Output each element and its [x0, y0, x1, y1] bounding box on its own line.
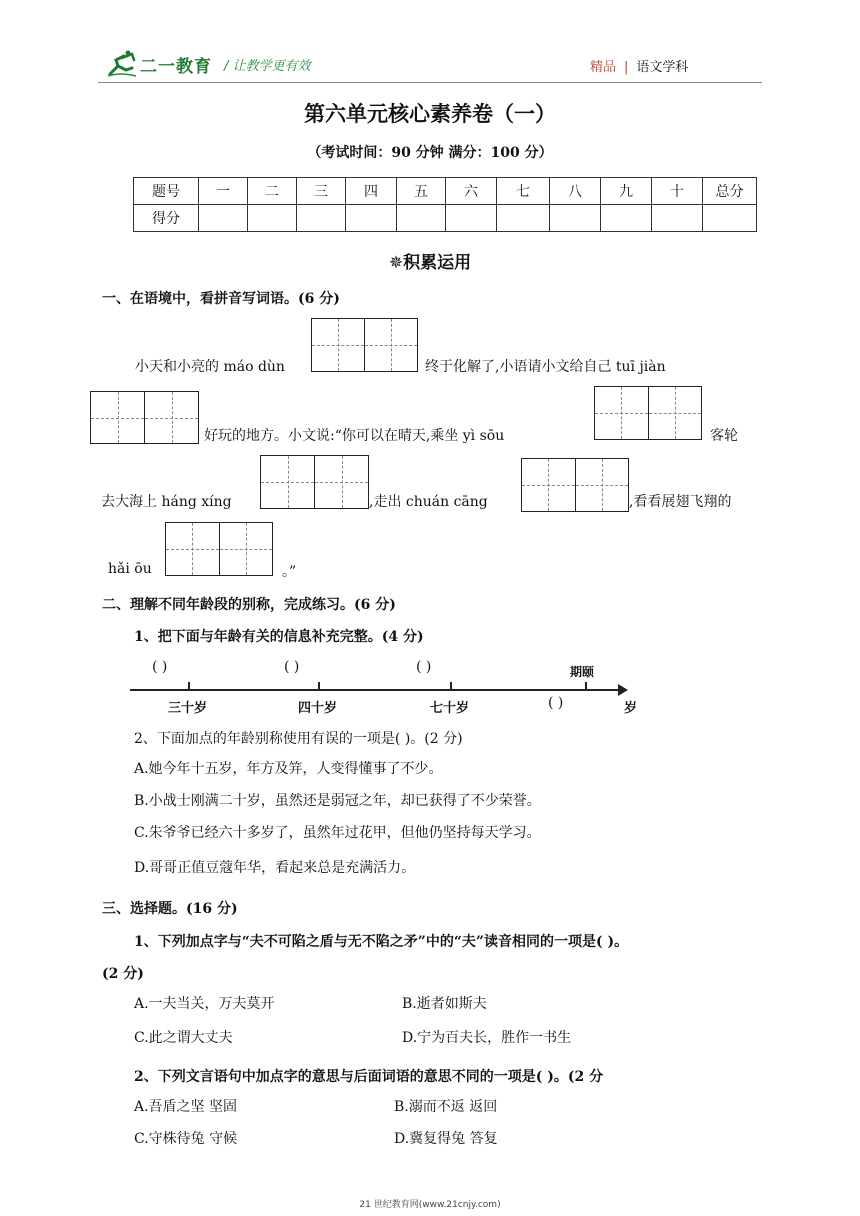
table-cell: 七 — [497, 178, 550, 205]
table-cell: 一 — [199, 178, 248, 205]
table-cell: 二 — [248, 178, 297, 205]
page-footer: 21 世纪教育网(www.21cnjy.com) — [359, 1200, 501, 1210]
exam-info: （考试时间：90 分钟 满分：100 分） — [307, 145, 553, 161]
timeline-tick — [188, 682, 190, 691]
question-3-title: 三、选择题。(16 分) — [102, 901, 238, 917]
q3-1-option-b: B.逝者如斯夫 — [402, 996, 487, 1012]
table-cell: 题号 — [134, 178, 199, 205]
table-cell: 总分 — [703, 178, 757, 205]
q1-line3-text: ,走出 chuán cāng — [369, 494, 488, 510]
premium-tag: 精品 — [590, 60, 617, 75]
q3-sub1-score: (2 分) — [102, 966, 144, 982]
timeline-blank[interactable]: ( ) — [548, 695, 564, 711]
table-cell: 四 — [346, 178, 397, 205]
pinyin-answer-grid[interactable] — [311, 318, 418, 372]
subject-label: 语文学科 — [636, 60, 689, 75]
timeline-label: 四十岁 — [298, 701, 338, 716]
score-field[interactable] — [601, 205, 652, 232]
timeline-label: 岁 — [624, 701, 638, 716]
q3-2-option-d: D.冀复得兔 答复 — [394, 1131, 498, 1147]
timeline-blank[interactable]: ( ) — [152, 659, 168, 675]
pinyin-answer-grid[interactable] — [260, 455, 369, 509]
page-title: 第六单元核心素养卷（一） — [304, 102, 556, 126]
timeline-axis — [130, 689, 624, 691]
score-field[interactable] — [550, 205, 601, 232]
runner-logo-icon — [106, 50, 138, 78]
timeline-arrow-icon — [618, 684, 628, 696]
q3-1-option-d: D.宁为百夫长，胜作一书生 — [402, 1030, 572, 1046]
table-cell: 五 — [397, 178, 446, 205]
q2-option-a — [134, 758, 443, 778]
q3-1-option-a: A.一夫当关，万夫莫开 — [134, 996, 275, 1012]
q3-1-option-c: C.此之谓大丈夫 — [134, 1030, 233, 1046]
score-field[interactable] — [397, 205, 446, 232]
question-1-title: 一、在语境中，看拼音写词语。(6 分) — [102, 291, 340, 307]
q3-2-option-a: A.吾盾之坚 坚固 — [134, 1099, 238, 1115]
q3-2-option-c: C.守株待兔 守候 — [134, 1131, 238, 1147]
score-field[interactable] — [346, 205, 397, 232]
table-cell: 六 — [446, 178, 497, 205]
q2-option-c: C.朱爷爷已经六十多岁了，虽然年过花甲，但他仍坚持每天学习。 — [134, 825, 541, 841]
table-cell: 十 — [652, 178, 703, 205]
option-text: A.她今年十五岁，年方及笄，人变得懂事了不少。 — [134, 761, 443, 777]
section-heading: ✵积累运用 — [388, 253, 472, 273]
score-field[interactable] — [446, 205, 497, 232]
header-divider — [98, 82, 762, 83]
q3-sub1: 1、下列加点字与“夫不可陷之盾与无不陷之矛”中的“夫”读音相同的一项是( )。 — [134, 934, 629, 950]
score-table-score-row — [134, 205, 757, 232]
score-field[interactable] — [248, 205, 297, 232]
q2-sub2: 2、下面加点的年龄别称使用有误的一项是( )。(2 分) — [134, 731, 463, 747]
pinyin-answer-grid[interactable] — [521, 458, 629, 512]
q1-line4-text: hǎi ōu — [108, 561, 152, 577]
table-cell: 三 — [297, 178, 346, 205]
timeline-label: 三十岁 — [168, 701, 208, 716]
q1-line2-text: 客轮 — [710, 428, 738, 444]
logo-text: 二一教育 — [140, 57, 212, 77]
header-separator: | — [624, 60, 629, 75]
score-field[interactable] — [199, 205, 248, 232]
pinyin-answer-grid[interactable] — [90, 391, 199, 444]
table-cell: 得分 — [134, 205, 199, 232]
timeline-label: 七十岁 — [430, 701, 470, 716]
q3-2-option-b: B.溺而不返 返回 — [394, 1099, 498, 1115]
score-field[interactable] — [297, 205, 346, 232]
pinyin-answer-grid[interactable] — [165, 522, 273, 576]
table-cell: 九 — [601, 178, 652, 205]
q1-line1-text: 终于化解了,小语请小文给自己 tuī jiàn — [425, 359, 666, 375]
score-table — [133, 177, 757, 232]
score-table-header-row — [134, 178, 757, 205]
score-field[interactable] — [497, 205, 550, 232]
score-field[interactable] — [652, 205, 703, 232]
slogan: / 让教学更有效 — [224, 59, 311, 74]
timeline-blank[interactable]: ( ) — [416, 659, 432, 675]
q1-line2-text: 好玩的地方。小文说:“你可以在晴天,乘坐 yì sōu — [204, 428, 505, 444]
table-cell: 八 — [550, 178, 601, 205]
timeline-tick — [450, 682, 452, 691]
q2-option-d: D.哥哥正值豆蔻年华，看起来总是充满活力。 — [134, 860, 416, 876]
timeline-label: 期颐 — [570, 665, 595, 679]
q1-line3-text: ,看看展翅飞翔的 — [629, 494, 732, 510]
question-2-title: 二、理解不同年龄段的别称，完成练习。(6 分) — [102, 597, 396, 613]
timeline-tick — [585, 682, 587, 691]
q1-line3-text: 去大海上 háng xíng — [101, 494, 232, 510]
timeline-blank[interactable]: ( ) — [284, 659, 300, 675]
q2-sub1: 1、把下面与年龄有关的信息补充完整。(4 分) — [134, 629, 424, 645]
q2-option-b: B.小战士刚满二十岁，虽然还是弱冠之年，却已获得了不少荣誉。 — [134, 793, 541, 809]
q3-sub2: 2、下列文言语句中加点字的意思与后面词语的意思不同的一项是( )。(2 分 — [134, 1069, 604, 1085]
score-field[interactable] — [703, 205, 757, 232]
timeline-tick — [318, 682, 320, 691]
pinyin-answer-grid[interactable] — [594, 386, 702, 440]
age-timeline — [130, 655, 640, 717]
q1-line4-text: 。” — [282, 564, 297, 580]
q1-line1-text: 小天和小亮的 máo dùn — [135, 359, 285, 375]
header-subject — [590, 56, 688, 75]
